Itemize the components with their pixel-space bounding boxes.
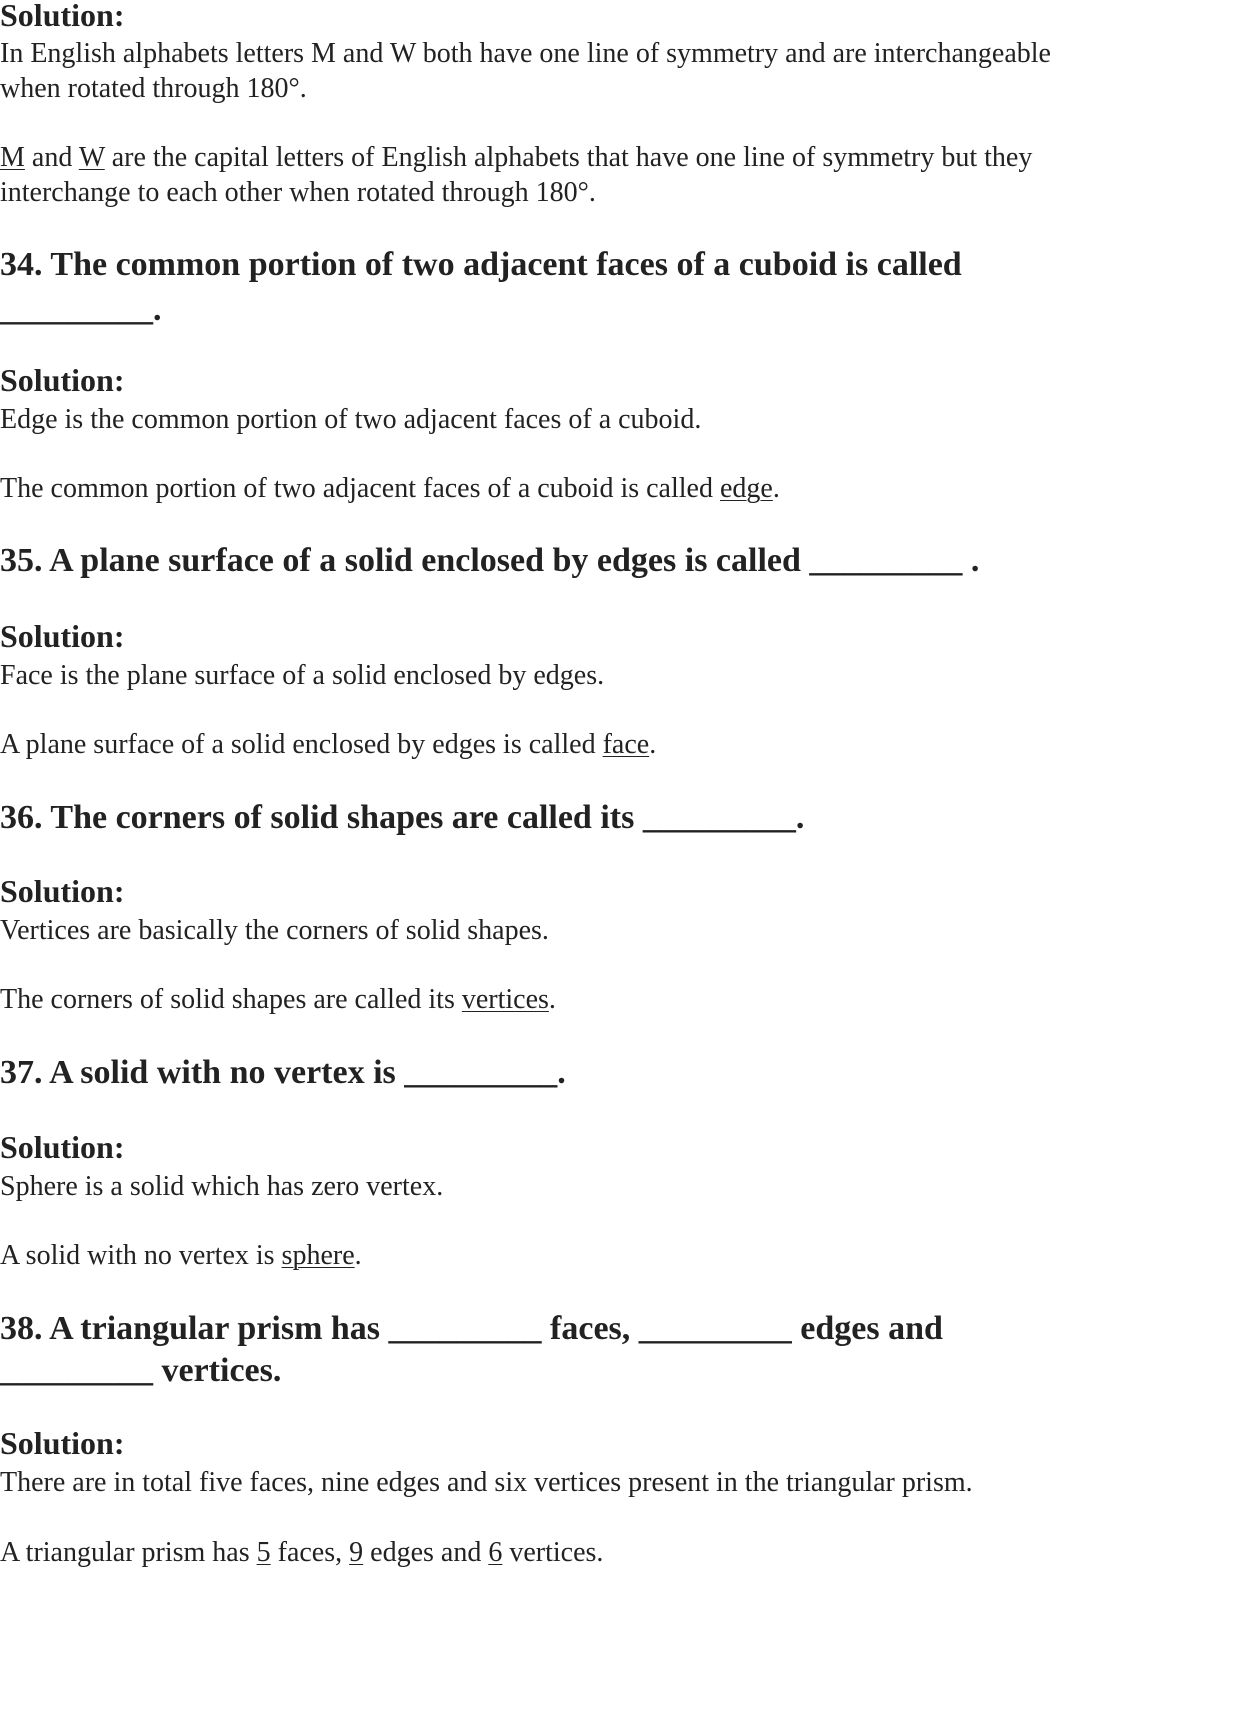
question-34-line-2: _________. xyxy=(0,291,162,328)
answer-text: and xyxy=(24,142,79,173)
answer-text: . xyxy=(354,1240,362,1271)
answer-line xyxy=(0,1535,603,1571)
answer-fill: 9 xyxy=(349,1537,364,1568)
solution-label: Solution: xyxy=(0,873,125,909)
solution-label: Solution: xyxy=(0,1129,125,1165)
answer-fill: vertices xyxy=(461,984,549,1015)
answer-text: A solid with no vertex is xyxy=(0,1240,282,1271)
answer-line xyxy=(0,982,556,1018)
answer-line xyxy=(0,727,656,763)
solution-text: Edge is the common portion of two adjacent faces of a cuboid. xyxy=(0,404,702,435)
answer-text: . xyxy=(548,984,556,1015)
answer-fill: edge xyxy=(719,473,773,504)
question-35: 35. A plane surface of a solid enclosed by edges is called _________ . xyxy=(0,542,980,579)
question-38: 38. A triangular prism has _________ faces, _________ edges and xyxy=(0,1310,943,1347)
answer-fill: 6 xyxy=(488,1537,503,1568)
solution-label: Solution: xyxy=(0,1425,125,1461)
answer-fill: W xyxy=(78,142,105,173)
answer-text: The common portion of two adjacent faces of a cuboid is called xyxy=(0,473,720,504)
solution-label: Solution: xyxy=(0,618,125,654)
answer-text: . xyxy=(649,729,657,760)
question-36: 36. The corners of solid shapes are called its _________. xyxy=(0,799,805,836)
question-38-line-2: _________ vertices. xyxy=(0,1352,282,1389)
answer-text: A triangular prism has xyxy=(0,1537,257,1568)
solution-label: Solution: xyxy=(0,0,125,33)
answer-line xyxy=(0,140,1032,176)
answer-text: vertices. xyxy=(502,1537,604,1568)
answer-text: . xyxy=(772,473,780,504)
answer-text: edges and xyxy=(363,1537,489,1568)
solution-text-line: In English alphabets letters M and W both have one line of symmetry and are interchangeable xyxy=(0,38,1051,69)
answer-line: interchange to each other when rotated through 180°. xyxy=(0,177,596,208)
answer-text: A plane surface of a solid enclosed by edges is called xyxy=(0,729,603,760)
solution-text-line: when rotated through 180°. xyxy=(0,73,307,104)
solution-text: Face is the plane surface of a solid enclosed by edges. xyxy=(0,660,605,691)
answer-text: The corners of solid shapes are called its xyxy=(0,984,462,1015)
solution-label: Solution: xyxy=(0,362,125,398)
question-37: 37. A solid with no vertex is _________. xyxy=(0,1054,566,1091)
answer-fill: M xyxy=(0,142,25,173)
answer-fill: sphere xyxy=(281,1240,355,1271)
question-34: 34. The common portion of two adjacent faces of a cuboid is called xyxy=(0,246,962,283)
answer-line xyxy=(0,1238,362,1274)
answer-text: are the capital letters of English alphabets that have one line of symmetry but they xyxy=(104,142,1033,173)
answer-text: faces, xyxy=(270,1537,350,1568)
solution-text: Vertices are basically the corners of solid shapes. xyxy=(0,915,549,946)
solution-text: Sphere is a solid which has zero vertex. xyxy=(0,1171,444,1202)
solution-text: There are in total five faces, nine edges and six vertices present in the triangular prism. xyxy=(0,1467,973,1498)
answer-line xyxy=(0,471,780,507)
answer-fill: face xyxy=(602,729,650,760)
answer-fill: 5 xyxy=(256,1537,271,1568)
